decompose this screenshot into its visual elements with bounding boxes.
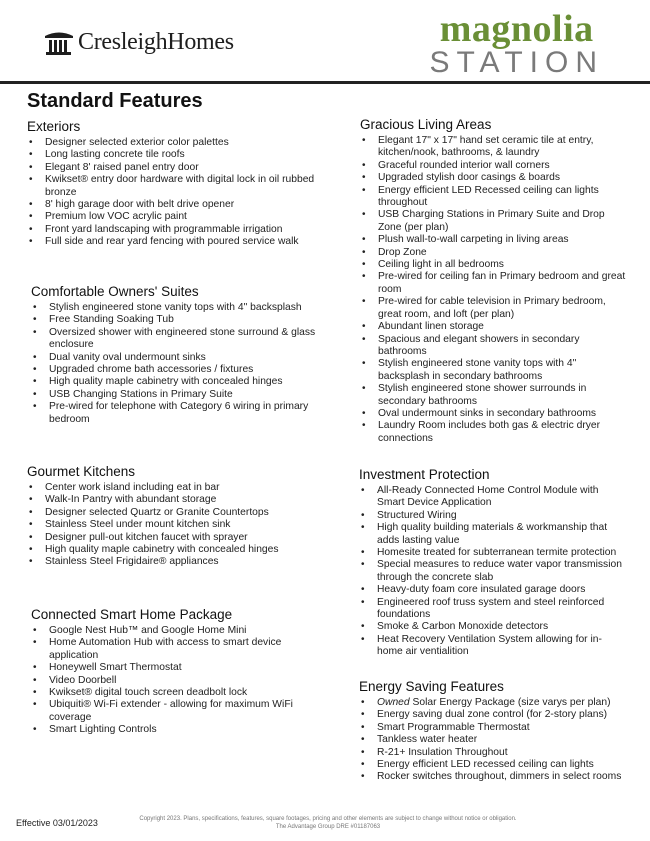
- feature-item: • Abundant linen storage: [360, 321, 628, 333]
- feature-item: • Long lasting concrete tile roofs: [27, 149, 327, 161]
- column-icon: [44, 30, 74, 56]
- section-kitchens: [27, 464, 327, 569]
- brand-right-bottom: STATION: [429, 46, 604, 79]
- feature-item: • Plush wall-to-wall carpeting in living areas: [360, 234, 628, 246]
- section-title: Energy Saving Features: [359, 679, 504, 694]
- feature-item: • Pre-wired for cable television in Primary bedroom, great room, and loft (per plan): [360, 296, 628, 321]
- feature-item: • Heat Recovery Ventilation System allowing for in-home air ventialition: [359, 634, 627, 659]
- feature-item: • Homesite treated for subterranean termite protection: [359, 547, 627, 559]
- feature-item: • Premium low VOC acrylic paint: [27, 211, 327, 223]
- feature-item: • Heavy-duty foam core insulated garage doors: [359, 584, 627, 596]
- feature-item: • Oval undermount sinks in secondary bathrooms: [360, 408, 628, 420]
- section-title: Connected Smart Home Package: [31, 607, 233, 622]
- feature-list: [360, 135, 628, 445]
- feature-item: • High quality building materials & workmanship that adds lasting value: [359, 522, 627, 547]
- feature-list: [27, 482, 327, 569]
- magnolia-station-logo: [429, 10, 604, 78]
- feature-item: • Free Standing Soaking Tub: [31, 314, 321, 326]
- feature-item: • Structured Wiring: [359, 510, 627, 522]
- feature-item: • Smart Programmable Thermostat: [359, 722, 627, 734]
- section-title: Gracious Living Areas: [360, 117, 492, 132]
- section-investment: [359, 467, 627, 659]
- feature-item: • Special measures to reduce water vapor transmission through the concrete slab: [359, 559, 627, 584]
- feature-item: • Home Automation Hub with access to smart device application: [31, 637, 321, 662]
- feature-item: • Elegant 17" x 17" hand set ceramic tile at entry, kitchen/nook, bathrooms, & laundry: [360, 135, 628, 160]
- feature-item: • Walk-In Pantry with abundant storage: [27, 494, 327, 506]
- feature-item: • Designer selected Quartz or Granite Countertops: [27, 507, 327, 519]
- section-title: Investment Protection: [359, 467, 490, 482]
- feature-item: • Full side and rear yard fencing with poured service walk: [27, 236, 327, 248]
- feature-item: • Google Nest Hub™ and Google Home Mini: [31, 625, 321, 637]
- feature-list: [27, 137, 327, 249]
- feature-item: • Video Doorbell: [31, 675, 321, 687]
- page-title: Standard Features: [27, 90, 203, 112]
- feature-list: [359, 485, 627, 659]
- feature-item: • USB Charging Stations in Primary Suite and Drop Zone (per plan): [360, 209, 628, 234]
- feature-item: • Owned Solar Energy Package (size varys per plan): [359, 697, 627, 709]
- section-energy: [359, 679, 627, 784]
- header-divider: [0, 81, 650, 84]
- feature-item: • Drop Zone: [360, 247, 628, 259]
- feature-item: • Stylish engineered stone shower surrounds in secondary bathrooms: [360, 383, 628, 408]
- feature-item: • Oversized shower with engineered stone surround & glass enclosure: [31, 327, 321, 352]
- section-smart-home: [31, 607, 321, 737]
- feature-item: • Tankless water heater: [359, 734, 627, 746]
- feature-item: • Designer selected exterior color palettes: [27, 137, 327, 149]
- brand-right-top: magnolia: [439, 8, 594, 50]
- copyright-notice: [108, 815, 548, 831]
- feature-item: • Upgraded chrome bath accessories / fixtures: [31, 364, 321, 376]
- feature-item: • 8' high garage door with belt drive opener: [27, 199, 327, 211]
- feature-item: • Center work island including eat in bar: [27, 482, 327, 494]
- section-living-areas: [360, 117, 628, 445]
- feature-item: • Ubiquiti® Wi-Fi extender - allowing for maximum WiFi coverage: [31, 699, 321, 724]
- feature-item: • Pre-wired for ceiling fan in Primary bedroom and great room: [360, 271, 628, 296]
- feature-item: • Dual vanity oval undermount sinks: [31, 352, 321, 364]
- feature-item: • Smart Lighting Controls: [31, 724, 321, 736]
- feature-item: • Smoke & Carbon Monoxide detectors: [359, 621, 627, 633]
- feature-item: • Elegant 8' raised panel entry door: [27, 162, 327, 174]
- feature-item: • Rocker switches throughout, dimmers in select rooms: [359, 771, 627, 783]
- feature-item: • Kwikset® digital touch screen deadbolt lock: [31, 687, 321, 699]
- section-title: Gourmet Kitchens: [27, 464, 136, 479]
- feature-item: • Energy efficient LED Recessed ceiling can lights throughout: [360, 185, 628, 210]
- license-line: The Advantage Group DRE #01187063: [275, 824, 381, 830]
- feature-item: • Energy saving dual zone control (for 2-story plans): [359, 709, 627, 721]
- brand-left: CresleighHomes: [78, 29, 234, 55]
- feature-list: [359, 697, 627, 784]
- section-owners-suites: [31, 284, 321, 426]
- copyright-line: Copyright 2023. Plans, specifications, features, square footages, pricing and other elements are subject to change without notice or obligation.: [139, 816, 517, 822]
- feature-item: • Kwikset® entry door hardware with digital lock in oil rubbed bronze: [27, 174, 327, 199]
- feature-item: • Stylish engineered stone vanity tops with 4" backsplash in secondary bathrooms: [360, 358, 628, 383]
- feature-item: • High quality maple cabinetry with concealed hinges: [31, 376, 321, 388]
- feature-item: • Engineered roof truss system and steel reinforced foundations: [359, 597, 627, 622]
- feature-item: • Graceful rounded interior wall corners: [360, 160, 628, 172]
- cresleigh-logo: [44, 29, 234, 56]
- feature-item: • Spacious and elegant showers in secondary bathrooms: [360, 334, 628, 359]
- feature-item: • Designer pull-out kitchen faucet with sprayer: [27, 532, 327, 544]
- feature-item: • Stainless Steel under mount kitchen sink: [27, 519, 327, 531]
- feature-item: • High quality maple cabinetry with concealed hinges: [27, 544, 327, 556]
- feature-list: [31, 302, 321, 426]
- section-title: Comfortable Owners' Suites: [31, 284, 199, 299]
- section-exteriors: [27, 119, 327, 249]
- feature-item: • Pre-wired for telephone with Category 6 wiring in primary bedroom: [31, 401, 321, 426]
- section-title: Exteriors: [27, 119, 81, 134]
- feature-item: • R-21+ Insulation Throughout: [359, 747, 627, 759]
- feature-item: • Ceiling light in all bedrooms: [360, 259, 628, 271]
- feature-item: • All-Ready Connected Home Control Module with Smart Device Application: [359, 485, 627, 510]
- feature-item: • Laundry Room includes both gas & electric dryer connections: [360, 420, 628, 445]
- feature-item: • Stylish engineered stone vanity tops with 4" backsplash: [31, 302, 321, 314]
- feature-item: • USB Changing Stations in Primary Suite: [31, 389, 321, 401]
- feature-item: • Stainless Steel Frigidaire® appliances: [27, 556, 327, 568]
- feature-item: • Energy efficient LED recessed ceiling can lights: [359, 759, 627, 771]
- feature-list: [31, 625, 321, 737]
- feature-item: • Front yard landscaping with programmable irrigation: [27, 224, 327, 236]
- feature-item: • Honeywell Smart Thermostat: [31, 662, 321, 674]
- effective-date: Effective 03/01/2023: [16, 818, 98, 828]
- feature-item: • Upgraded stylish door casings & boards: [360, 172, 628, 184]
